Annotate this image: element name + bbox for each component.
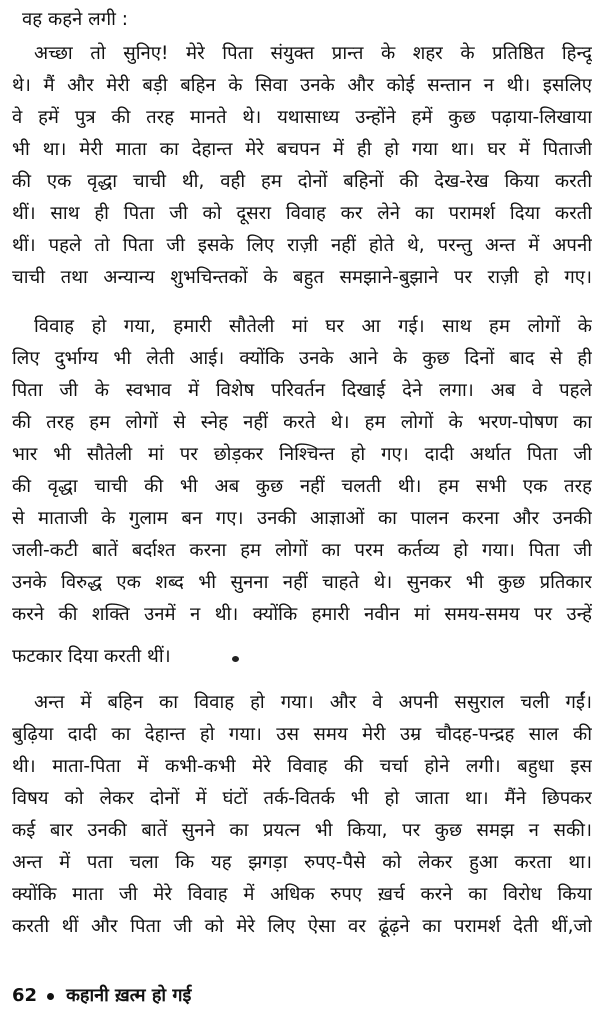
text-line: अच्छा तो सुनिए! मेरे पिता संयुक्त प्रान्त के शहर के प्रतिष्ठित हिन्दू <box>34 43 592 64</box>
page-number: 62 <box>12 985 38 1006</box>
text-line: थीं। पहले तो पिता जी इसके लिए राज़ी नहीं होते थे, परन्तु अन्त में अपनी <box>12 235 592 256</box>
text-line: वे हमें पुत्र की तरह मानते थे। यथासाध्य उन्होंने हमें कुछ पढ़ाया-लिखाया <box>12 107 592 128</box>
text-line: भी था। मेरी माता का देहान्त मेरे बचपन में ही हो गया था। घर में पिताजी <box>12 139 592 160</box>
text-line: से माताजी के गुलाम बन गए। उनकी आज्ञाओं का पालन करना और उनकी <box>12 508 592 529</box>
text-line: अन्त में पता चला कि यह झगड़ा रुपए-पैसे को लेकर हुआ करता था। <box>12 852 592 873</box>
text-line: थे। मैं और मेरी बड़ी बहिन के सिवा उनके और कोई सन्तान न थी। इसलिए <box>12 75 592 96</box>
text-line: जली-कटी बातें बर्दाश्त करना हम लोगों का परम कर्तव्य हो गया। पिता जी <box>12 540 592 561</box>
text-line: की वृद्धा चाची की भी अब कुछ नहीं चलती थी। हम सभी एक तरह <box>12 476 592 497</box>
bullet-icon <box>47 993 54 1000</box>
text-line: विवाह हो गया, हमारी सौतेली मां घर आ गई। साथ हम लोगों के <box>34 316 592 337</box>
text-line: भार भी सौतेली मां पर छोड़कर निश्चिन्त हो गए। दादी अर्थात पिता जी <box>12 444 592 465</box>
text-line: उनके विरुद्ध एक शब्द भी सुनना नहीं चाहते थे। सुनकर भी कुछ प्रतिकार <box>12 572 592 593</box>
running-title: कहानी ख़त्म हो गई <box>66 985 192 1006</box>
text-line: चाची तथा अन्यान्य शुभचिन्तकों के बहुत समझाने-बुझाने पर राज़ी हो गए। <box>12 267 592 288</box>
text-line: फटकार दिया करती थीं। <box>12 646 171 667</box>
text-line: पिता जी के स्वभाव में विशेष परिवर्तन दिखाई देने लगा। अब वे पहले <box>12 380 592 401</box>
ink-speck <box>232 656 239 662</box>
text-line: बुढ़िया दादी का देहान्त हो गया। उस समय मेरी उम्र चौदह-पन्द्रह साल की <box>12 724 592 745</box>
text-line: क्योंकि माता जी मेरे विवाह में अधिक रुपए ख़र्च करने का विरोध किया <box>12 884 592 905</box>
text-line: लिए दुर्भाग्य भी लेती आई। क्योंकि उनके आने के कुछ दिनों बाद से ही <box>12 348 592 369</box>
page-footer <box>12 981 191 1011</box>
text-line: की तरह हम लोगों से स्नेह नहीं करते थे। हम लोगों के भरण-पोषण का <box>12 412 592 433</box>
text-line: विषय को लेकर दोनों में घंटों तर्क-वितर्क भी हो जाता था। मैंने छिपकर <box>12 788 592 809</box>
text-line: थीं। साथ ही पिता जी को दूसरा विवाह कर लेने का परामर्श दिया करती <box>12 203 592 224</box>
text-line: करने की शक्ति उनमें न थी। क्योंकि हमारी नवीन मां समय-समय पर उन्हें <box>12 604 592 625</box>
text-line: की एक वृद्धा चाची थी, वही हम दोनों बहिनों की देख-रेख किया करती <box>12 171 592 192</box>
text-line: अन्त में बहिन का विवाह हो गया। और वे अपनी ससुराल चली गईं। <box>34 692 592 713</box>
heading-line: वह कहने लगी : <box>22 9 129 30</box>
text-line: कई बार उनकी बातें सुनने का प्रयत्न भी किया, पर कुछ समझ न सकी। <box>12 820 592 841</box>
text-line: करती थीं और पिता जी को मेरे लिए ऐसा वर ढूंढ़ने का परामर्श देती थीं,जो <box>12 916 592 937</box>
text-line: थी। माता-पिता में कभी-कभी मेरे विवाह की चर्चा होने लगी। बहुधा इस <box>12 756 592 777</box>
